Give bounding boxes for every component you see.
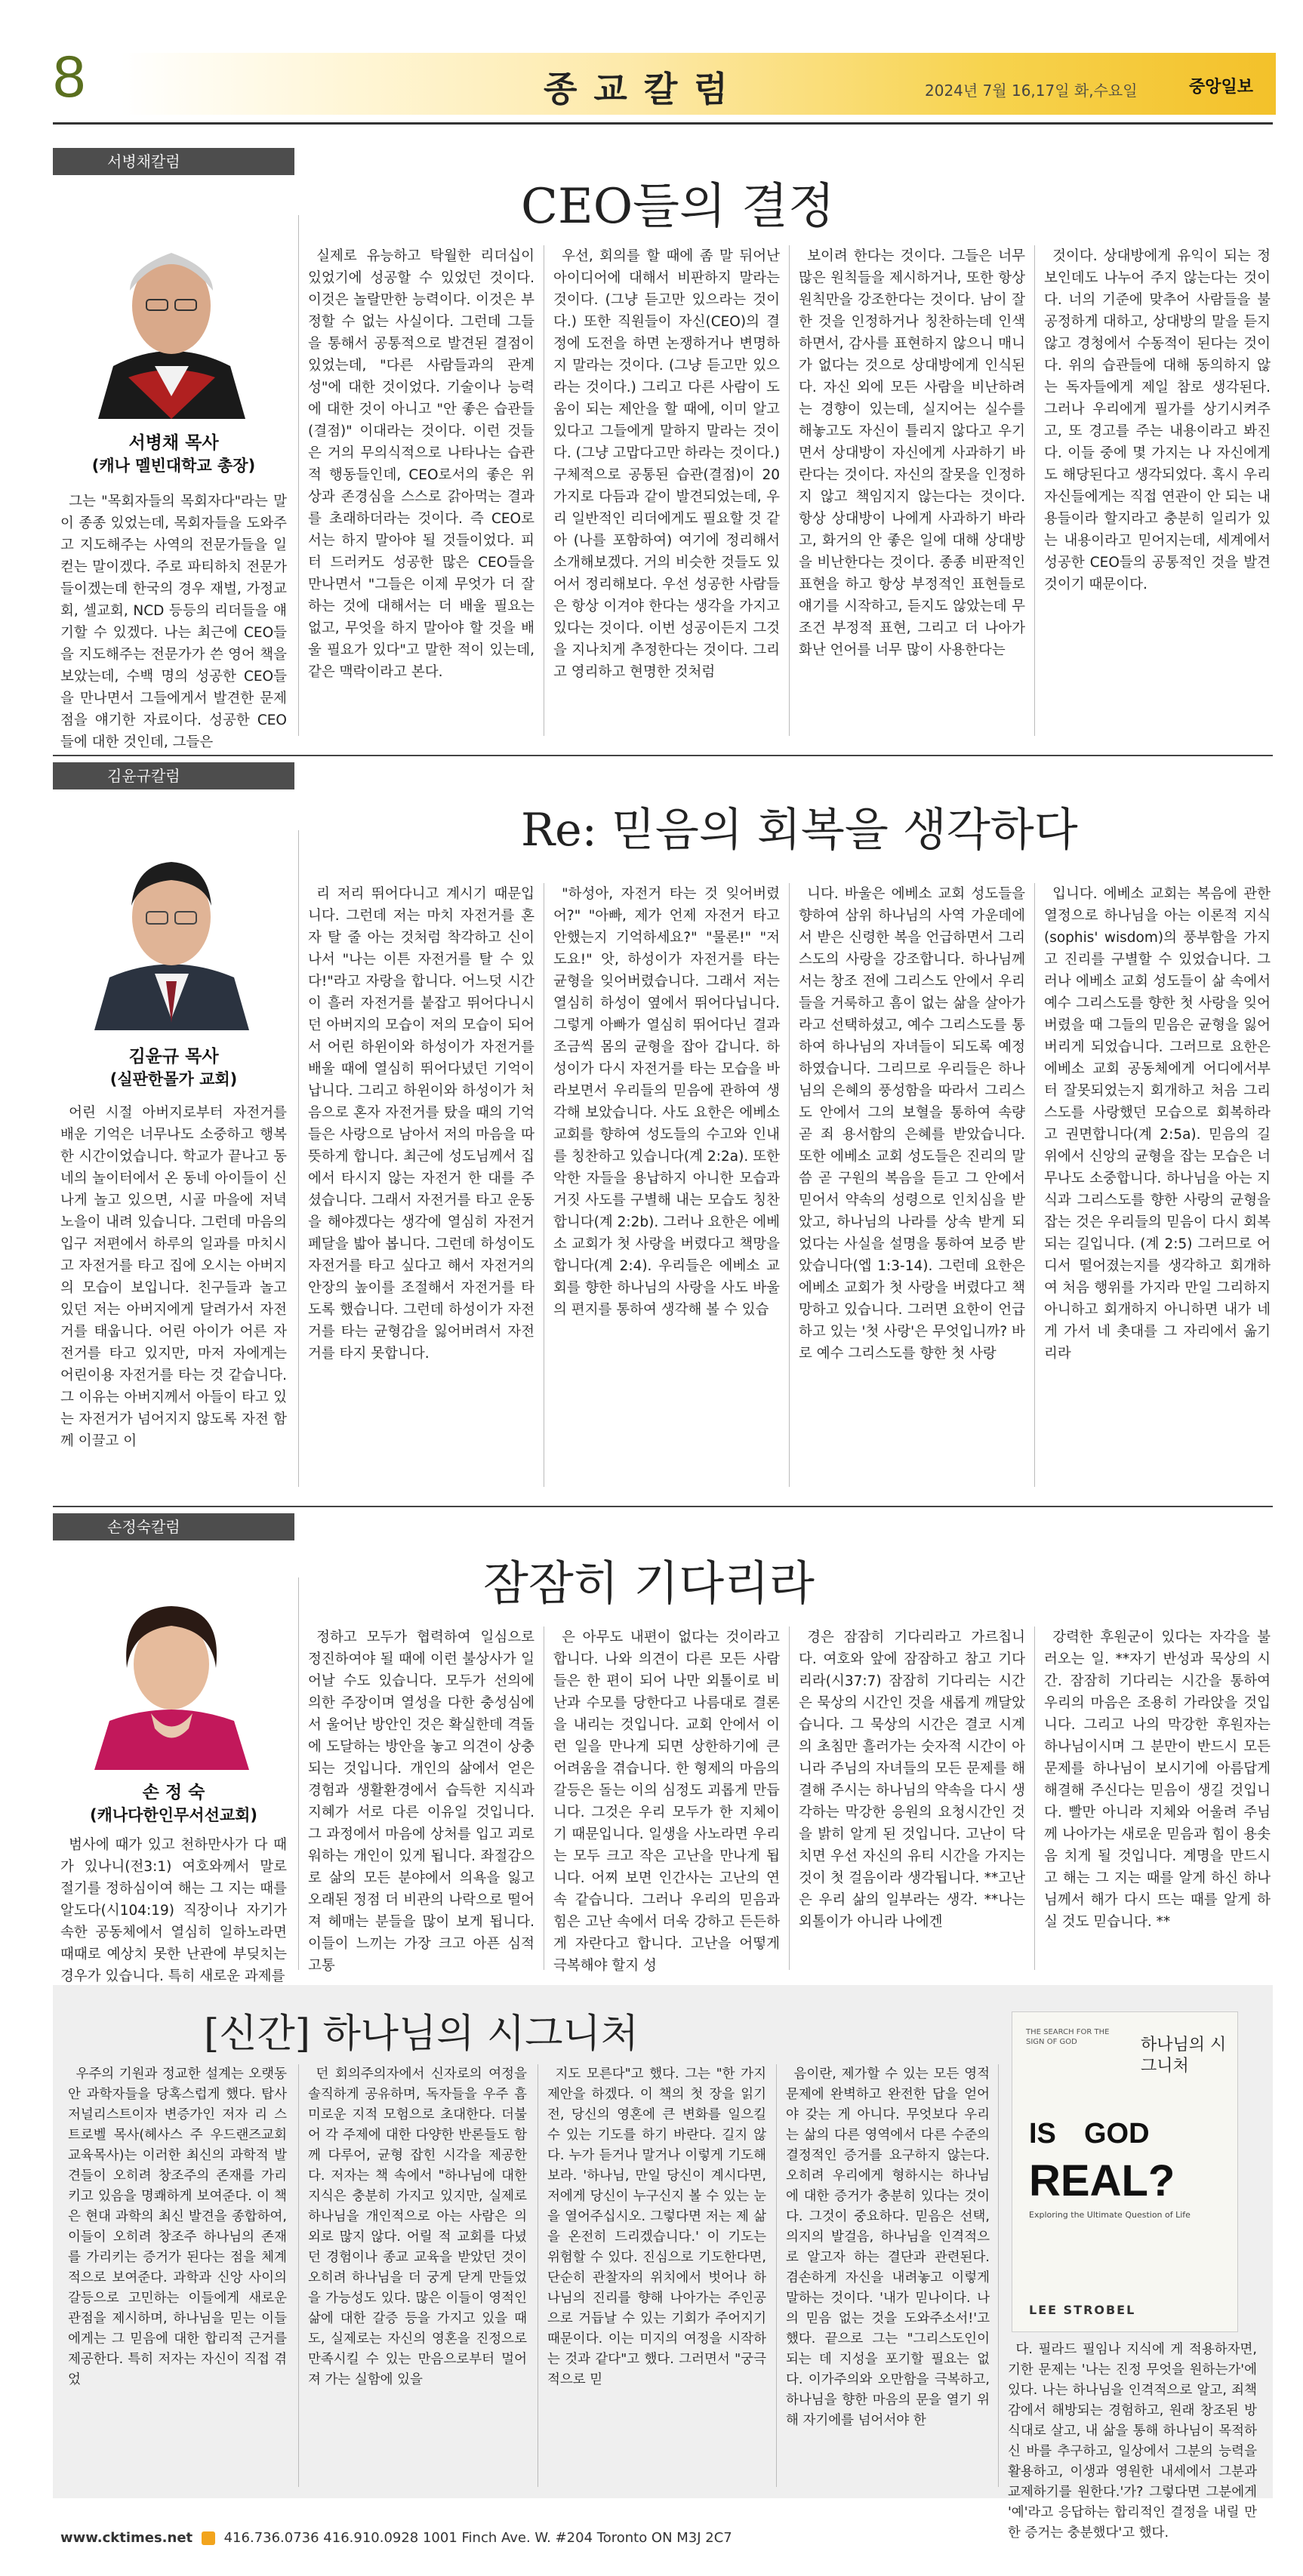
book-column [547, 2064, 766, 2390]
column-divider [298, 830, 299, 1487]
author-affiliation: (캐나다한인무서선교회) [89, 1806, 258, 1825]
column-text: 우선, 회의를 할 때에 좀 말 뒤어난 아이디어에 대해서 비판하지 말라는 것이다. (그냥 듣고만 있으라는 것이다.) 또한 직원들이 자신(CEO)의 결정에 도전을 하면 논쟁하거나 변명하지 말라는 것이다. (그냥 듣고만 있으라는 것이다.) 그리고 다른 사람이 도움이 되는 제안을 할 때에, 이미 알고 있다고 그들에게 말하지 말라는 것이다. (그냥 고맙다고만 하라는 것이다.) 구체적으로 공통된 습관(결점)이 20가지로 다듬과 같이 발견되었는데, 우리 일반적인 리더에게도 필요할 것 같아 (나를 포함하여) 여기에 정리해서 소개해보겠다. 거의 비슷한 것들도 있어서 정리해보다. 우선 성공한 사람들은 항상 이겨야 한다는 생각을 가지고 있다는 것이다. 이번 성공이든지 그것을 지나치게 추정한다는 것이다. 그리고 영리하고 현명한 것처럼 [553, 248, 780, 680]
book-column [308, 2064, 527, 2390]
author-name-text: 서병채 목사 [128, 433, 219, 453]
cover-title-god: GOD [1084, 2118, 1150, 2150]
column-text: 정하고 모두가 협력하여 일심으로 정진하여야 될 때에 이런 불상사가 일어날 수도 있습니다. 모두가 선의에 의한 주장이며 열성을 다한 충성심에서 울어난 방안인 것은 확실한데 격돌에 도달하는 방안을 놓고 의견이 상충되는 것입니다. 개인의 삶에서 얻은 경험과 생활환경에서 습득한 지식과 지혜가 서로 다른 이유일 것입니다. 그 과정에서 마음에 상처를 입고 괴로워하는 개인이 있게 됩니다. 좌절감으로 삶의 모든 분야에서 의욕을 잃고 오래된 정점 더 비관의 나락으로 떨어져 헤매는 분들을 많이 보게 됩니다. 이들이 느끼는 가장 크고 아픈 심적 고통 [308, 1630, 534, 1974]
column-text: "하성아, 자전거 타는 것 잊어버렸어?" "아빠, 제가 언제 자전거 타고 안했는지 기억하세요?" "물론!" "저도요!" 앗, 하성이가 자전거를 타는 균형을 잊어버렸습니다. 그래서 저는 열심히 하성이 옆에서 뛰어다닙니다. 그렇게 아빠가 열심히 뛰어다닌 결과 조금씩 몸의 균형을 잡아 갑니다. 하성이가 다시 자전거를 타는 모습을 바라보면서 우리들의 믿음에 관하여 생각해 보았습니다. 사도 요한은 에베소 교회를 향하여 성도들의 수고와 인내를 칭찬하고 있습니다(계 2:2a). 또한 악한 자들을 용납하지 아니한 모습과 거짓 사도를 구별해 내는 모습도 칭찬합니다(계 2:2b). 그러나 요한은 에베소 교회가 첫 사랑을 버렸다고 책망을 합니다(계 2:4). 우리들은 에베소 교회를 향한 하나님의 사랑을 사도 바울의 편지를 통하여 생각해 볼 수 있습 [553, 886, 780, 1318]
column-text: 우주의 기원과 정교한 설계는 오랫동안 과학자들을 당혹스럽게 했다. 탑사 저널리스트이자 변증가인 저자 리 스트로벨 목사(헤사스 주 우드랜즈교회 교육목사)는 이러한 최신의 과학적 발견들이 오히려 창조주의 존재를 가리키고 있음을 명쾌하게 보여준다. 이 책은 현대 과학의 최신 발견을 종합하여, 이들이 오히려 창조주 하나님의 존재를 가리키는 증거가 된다는 점을 체계적으로 보여준다. 과학과 신앙 사이의 갈등으로 고민하는 이들에게 새로운 관점을 제시하며, 하나님을 믿는 이들에게는 그 믿음에 대한 합리적 근거를 제공한다. 특히 저자는 자신이 직접 겪었 [68, 2067, 287, 2387]
article-column [308, 1627, 534, 1977]
column-text: 던 회의주의자에서 신자로의 여정을 솔직하게 공유하며, 독자들을 우주 흠미로운 지적 모험으로 초대한다. 더불어 각 주제에 대한 다양한 반론들도 함께 다루어, 균형 잡힌 시각을 제공한다. 저자는 책 속에서 "하나님에 대한 지식은 충분히 가지고 있지만, 실제로 하나님을 개인적으로 아는 사람은 의외로 많지 않다. 어릴 적 교회를 다녔던 경험이나 종교 교육을 받았던 것이 오히려 하나님을 더 궁게 닫게 만들었을 가능성도 있다. 많은 이들이 영적인 삶에 대한 갈증 등을 가지고 있을 때도, 실제로는 자신의 영혼을 진정으로 만족시킬 수 있는 만음으로부터 멀어져 가는 실함에 있을 [308, 2067, 527, 2387]
article-column [1044, 883, 1271, 1365]
column-text: 범사에 때가 있고 천하만사가 다 때가 있나니(전3:1) 여호와께서 말로 절기를 정하심이여 해는 그 지는 때를 알도다(시104:19) 직장이나 자기가 속한 공동체에서 열심히 일하노라면 때때로 예상치 못한 난관에 부딪치는 경우가 있습니다. 특히 새로운 과제를 [60, 1837, 287, 1984]
newspaper-logo: 중앙일보 [1189, 78, 1254, 97]
author-affiliation: (실판한몰가 교회) [109, 1070, 238, 1089]
author-affiliation: (캐나 멜빈대학교 총장) [91, 457, 256, 475]
column-text: 입니다. 에베소 교회는 복음에 관한 열정으로 하나님을 아는 이론적 지식(sophis' wisdom)의 풍부함을 가지고 진리를 구별할 수 있었습니다. 그러나 에베소 교회 성도들이 삶 속에서 예수 그리스도를 향한 첫 사랑을 잊어버렸을 때 그들의 믿음은 균형을 잃어버리게 되었습니다. 그러므로 요한은 에베소 교회 공동체에게 어디에서부터 잘못되었는지 회개하고 처음 그리스도를 사랑했던 모습으로 회복하라고 권면합니다(계 2:5a). 믿음의 길 위에서 신앙의 균형을 잡는 모습은 너무나도 소중합니다. 하나님을 아는 지식과 그리스도를 향한 사랑의 균형을 잡는 것은 우리들의 믿음이 다시 회복되는 길입니다. (계 2:5) 그러므로 어디서 떨어졌는지를 생각하고 회개하여 처음 행위를 가지라 만일 그리하지 아니하고 회개하지 아니하면 내가 네게 가서 네 촛대를 그 자리에서 옮기리라 [1044, 886, 1271, 1362]
column-divider [998, 2064, 999, 2487]
article-column [1044, 245, 1271, 596]
article-column [308, 245, 534, 683]
column-divider [298, 2064, 299, 2487]
article-headline: CEO들의 결정 [521, 179, 835, 235]
column-text: 경은 잠잠히 기다리라고 가르칩니다. 여호와 앞에 잠잠하고 참고 기다리라(시37:7) 잠잠히 기다리는 시간은 묵상의 시간인 것을 새롭게 깨달았습니다. 그 묵상의 시간은 결코 시계의 초침만 흘러가는 숫자적 시간이 아니라 주님의 자녀들의 모든 문제를 해결해 주시는 하나님의 약속을 다시 생각하는 막강한 응원의 요청시간인 것을 밝히 알게 된 것입니다. 고난이 닥치면 우선 자신의 유티 시간을 가지는 것이 첫 걸음이라 생각됩니다. **고난은 우리 삶의 일부라는 생각. **나는 외톨이가 아니라 나에겐 [799, 1630, 1025, 1930]
column-text: 다. 필라드 필임나 지식에 게 적용하자면, 기한 문제는 '나는 진정 무엇을 원하는가'에 있다. 나는 하나님을 인격적으로 알고, 죄책감에서 해방되는 경험하고, 원래 창조된 방식대로 살고, 내 삶을 통해 하나님이 목적하신 바를 추구하고, 일상에서 그분의 능력을 활용하고, 이생과 영원한 내세에서 그분과 교제하기를 원한다.'가? 그렇다면 그분에게 '예'라고 응답하는 합리적인 결정을 내릴 만한 증거는 충분했다'고 했다. [1008, 2342, 1257, 2541]
column-divider [1034, 245, 1035, 736]
book-column [786, 2064, 990, 2431]
page-header [0, 0, 1303, 162]
column-text: 니다. 바울은 에베소 교회 성도들을 향하여 삼위 하나님의 사역 가운데에서 받은 신령한 복을 언급하면서 그리스도의 사랑을 강조합니다. 하나님께서는 창조 전에 그리스도 안에서 우리들을 거룩하고 흠이 없는 삶을 살아가라고 선택하셨고, 예수 그리스도를 통하여 하나님의 자녀들이 되도록 예정하였습니다. 그리므로 우리들은 하나님의 은혜의 풍성함을 따라서 그리스도 안에서 그의 보혈을 통하여 속량 곧 죄 용서함의 은혜를 받았습니다. 또한 에베소 교회 성도들은 진리의 말씀 곧 구원의 복음을 듣고 그 안에서 믿어서 약속의 성령으로 인치심을 받았고, 하나님의 나라를 상속 받게 되었다는 사실을 설명을 통하여 보증 받았습니다(엡 1:3-14). 그런데 요한은 에베소 교회가 첫 사랑을 버렸다고 책망하고 있습니다. 그러면 요한이 언급하고 있는 '첫 사랑'은 무엇입니까? 바로 예수 그리스도를 향한 첫 사랑 [799, 886, 1025, 1362]
cover-title-real: REAL? [1029, 2156, 1175, 2205]
footer-url[interactable]: www.cktimes.net [60, 2530, 193, 2546]
column-text: 지도 모른다"고 했다. 그는 "한 가지 제안을 하겠다. 이 책의 첫 장을 읽기 전, 당신의 영혼에 큰 변화를 일으킬 수 있는 기도를 하기 바란다. 길지 않다. 누가 듣거나 말거나 이렇게 기도해보라. '하나님, 만일 당신이 계시다면, 저에게 당신이 누구신지 볼 수 있는 눈을 열어주십시오. 그렇다면 저는 제 삶을 온전히 드리겠습니다.' 이 기도는 위험할 수 있다. 진심으로 기도한다면, 단순히 관찰자의 위치에서 벗어나 하나님의 진리를 향해 나아가는 주인공으로 거듭날 수 있는 기회가 주어지기 때문이다. 이는 미지의 여정을 시작하는 것과 같다"고 했다. 그러면서 "궁극적으로 믿 [547, 2067, 766, 2387]
article-headline: Re: 믿음의 회복을 생각하다 [521, 804, 1078, 857]
article-column [799, 883, 1025, 1365]
cover-subtitle: Exploring the Ultimate Question of Life [1029, 2210, 1191, 2220]
cover-small-text: THE SEARCH FOR THE SIGN OF GOD [1026, 2028, 1110, 2046]
column-divider [298, 215, 299, 736]
column-divider [298, 1577, 299, 1970]
author-name-text: 손 정 숙 [142, 1783, 205, 1802]
column-tag: 손정숙칼럼 [53, 1513, 294, 1540]
column-divider [776, 2064, 777, 2487]
column-text: 은 아무도 내편이 없다는 것이라고 합니다. 나와 의견이 다른 모든 사람들은 한 편이 되어 나만 외톨이로 비난과 수모를 당한다고 나름대로 결론을 내리는 것입니다. 교회 안에서 이런 일을 만나게 되면 상한하기에 큰 어려움을 겪습니다. 한 형제의 마음의 갈등은 돌는 이의 심정도 괴롭게 만듭니다. 그것은 우리 모두가 한 지체이기 때문입니다. 일생을 사노라면 우리는 모두 크고 작은 고난을 만나게 됩니다. 어찌 보면 인간사는 고난의 연속 같습니다. 그러나 우리의 믿음과 힘은 고난 속에서 더욱 강하고 든든하게 자란다고 합니다. 고난을 어떻게 극복해야 할지 성 [553, 1630, 780, 1974]
article-column [553, 883, 780, 1321]
column-text: 어린 시절 아버지로부터 자전거를 배운 기억은 너무나도 소중하고 행복한 시간이었습니다. 학교가 끝나고 동네의 놀이터에서 온 동네 아이들이 신나게 놀고 있으면, 시골 마을에 저녁 노을이 내려 있습니다. 그런데 마음의 입구 저편에서 하루의 일과를 마치시고 자전거를 타고 집에 오시는 아버지의 모습이 보입니다. 친구들과 놀고 있던 저는 아버지에게 달려가서 자전거를 태웁니다. 어린 아이가 어른 자전거를 타고 있지만, 마저 자에게는 어린이용 자전거를 타는 것 같습니다. 그 이유는 아버지께서 아들이 타고 있는 자전거가 넘어지지 않도록 자전 함께 이끌고 이 [60, 1105, 287, 1449]
book-column [68, 2064, 287, 2390]
author-name [60, 1781, 287, 1826]
author-photo [83, 830, 260, 1030]
page-number: 8 [53, 43, 86, 109]
column-text: 음이란, 제가할 수 있는 모든 영적 문제에 완벽하고 완전한 답을 얻어야 갖는 게 아니다. 무엇보다 우리는 삶의 다른 영역에서 다른 수준의 결정적인 증거를 요구하지 않는다. 오히려 우리에게 형하시는 하나님에 대한 증거가 충분히 있다는 것이다. 그것이 중요하다. 믿음은 선택, 의지의 발걸음, 하나님을 인격적으로 알고자 하는 결단과 관련된다. 겸손하게 자신을 내려놓고 이렇게 말하는 것이다. '내가 믿나이다. 나의 믿음 없는 것을 도와주소서!'고 했다. 끝으로 그는 "그리스도인이 되는 데 지성을 포기할 필요는 없다. 이가주의와 오만함을 극복하고, 하나님을 향한 마음의 문을 열기 위해 자기에를 넘어서야 한 [786, 2067, 990, 2428]
article-headline: 잠잠히 기다리라 [483, 1556, 815, 1611]
article-column [553, 1627, 780, 1977]
author-photo [83, 1577, 260, 1770]
phone-icon [202, 2531, 215, 2545]
author-name [60, 1045, 287, 1090]
book-column [1008, 2340, 1257, 2544]
column-text: 강력한 후원군이 있다는 자각을 불러오는 일. **자기 반성과 묵상의 시간. 잠잠히 기다리는 시간을 통하여 우리의 마음은 조용히 가라앉을 것입니다. 그리고 나의 막강한 후원자는 하나님이시며 그 분만이 반드시 모든 문제를 하나님이 보시기에 아름답게 해결해 주신다는 믿음이 생길 것입니다. 빨만 아니라 지체와 어울려 주님께 나아가는 새로운 믿음과 힘이 용솟음 치게 될 것입니다. 계명을 만드시고 해는 그 지는 때를 알게 하신 하나님께서 해가 다시 뜨는 때를 알게 하실 것도 믿습니다. ** [1044, 1630, 1271, 1930]
column-text: 실제로 유능하고 탁월한 리더십이 있었기에 성공할 수 있었던 것이다. 이것은 놀랄만한 능력이다. 이것은 부정할 수 없는 사실이다. 그런데 그들을 통해서 공통적으로 발견된 결점이 있었는데, "다른 사람들과의 관계성"에 대한 것이었다. 기술이나 능력에 대한 것이 아니고 "안 좋은 습관들(결점)" 이대라는 것이다. 이런 것들은 거의 무의식적으로 나타나는 습관적 행동들인데, CEO로서의 좋은 위상과 존경심을 스스로 갉아먹는 결과를 초래하더라는 것이다. 즉 CEO로서는 하지 말아야 될 것들이었다. 피터 드러커도 성공한 많은 CEO들을 만나면서 "그들은 이제 무엇가 더 잘하는 것에 대해서는 더 배울 필요는 없고, 무엇을 하지 말아야 할 것을 배울 필요가 있다"고 말한 적이 있는데, 같은 맥락이라고 본다. [308, 248, 534, 680]
column-text: 리 저리 뛰어다니고 계시기 때문입니다. 그런데 저는 마치 자전거를 혼자 탈 줄 아는 것처럼 착각하고 신이 나서 "나는 이튼 자전거를 탈 수 있다!"라고 자랑을 합니다. 어느덧 시간이 흘러 자전거를 붙잡고 뛰어다니시던 아버지의 모습이 저의 모습이 되어서 어린 하윈이와 하성이가 자전거를 배울 때에 열심히 뛰어다녔던 기억이 납니다. 그리고 하윈이와 하성이가 처음으로 혼자 자전거를 탔을 때의 기억들은 사랑으로 남아서 저의 마음을 따뜻하게 합니다. 최근에 성도님께서 집에서 타시지 않는 자전거 한 대를 주셨습니다. 그래서 자전거를 타고 운동을 해야겠다는 생각에 열심히 자전거 페달을 밟아 봅니다. 그런데 하성이도 자전거를 타고 싶다고 해서 자전거의 안장의 높이를 조절해서 자전거를 타도록 했습니다. 그런데 하성이가 자전거를 타는 균형감을 잃어버려서 자전거를 타지 못합니다. [308, 886, 534, 1362]
author-name-text: 김윤규 목사 [128, 1047, 219, 1066]
column-text: 보이려 한다는 것이다. 그들은 너무 많은 원칙들을 제시하거나, 또한 항상 원칙만을 강조한다는 것이다. 남이 잘한 것을 인정하거나 칭찬하는데 인색하면서, 감사를 표현하지 않으니 매니가 없다는 것으로 상대방에게 인식된다. 자신 외에 모든 사람을 비난하려는 경향이 있는데, 실지어는 실수를 해놓고도 자신이 틀리지 않다고 우기면서 상대방이 자신에게 사과하기 바란다는 것이다. 자신의 잘못을 인정하지 않고 책임지지 않는다는 것이다. 항상 상대방이 나에게 사과하기 바라고, 화거의 안 좋은 일에 대해 상대방을 비난한다는 것이다. 종종 비판적인 표현을 하고 항상 부정적인 표현들로 얘기를 시작하고, 듣지도 않았는데 무조건 부정적 표현, 그리고 더 나아가 화난 언어를 너무 많이 사용한다는 [799, 248, 1025, 658]
article-column [60, 1102, 287, 1452]
author-name [60, 432, 287, 476]
footer-contact: 416.736.0736 416.910.0928 1001 Finch Ave. W. #204 Toronto ON M3J 2C7 [223, 2530, 732, 2546]
article-column [799, 245, 1025, 661]
article-column [1044, 1627, 1271, 1933]
cover-title-ko: 하나님의 시그니처 [1141, 2036, 1227, 2076]
cover-title-is: IS [1029, 2118, 1056, 2150]
column-divider [789, 883, 790, 1487]
column-divider [789, 1627, 790, 1970]
column-divider [1034, 883, 1035, 1487]
column-tag: 서병채칼럼 [53, 148, 294, 175]
article-column [60, 491, 287, 753]
author-photo [83, 215, 260, 419]
column-text: 것이다. 상대방에게 유익이 되는 정보인데도 나누어 주지 않는다는 것이다. 너의 기준에 맞추어 사람들을 불공정하게 대하고, 상대방의 말을 듣지 않고 경청에서 수동적이 된다는 것이다. 위의 습관들에 대해 동의하지 않는 독자들에게 제일 참로 생각된다. 그러나 우리에게 필가를 상기시켜주고, 또 경고를 주는 내용이라고 봐진다. 이들 중에 몇 가지는 나 자신에게도 해당된다고 생각되었다. 혹시 우리 자신들에게는 직접 연관이 안 되는 내용들이라 할지라고 충분히 일리가 있는 내용이라고 믿어지는데, 세계에서 성공한 CEO들의 공통적인 것을 발견 것이기 때문이다. [1044, 248, 1271, 592]
column-divider [789, 245, 790, 736]
section-title: 종교칼럼 [544, 69, 744, 109]
article-column [799, 1627, 1025, 1933]
column-text: 그는 "목회자들의 목회자다"라는 말이 종종 있었는데, 목회자들을 도와주고 지도해주는 사역의 전문가들을 일컫는 말이겠다. 주로 파티하치 전문가들이겠는데 한국의 경우 재벌, 가정교회, 셀교회, NCD 등등의 리더들을 얘기할 수 있겠다. 나는 최근에 CEO들을 지도해주는 전문가가 쓴 영어 책을 보았는데, 수백 명의 성공한 CEO들을 만나면서 그들에게서 발견한 문제점을 얘기한 자료이다. 성공한 CEO들에 대한 것인데, 그들은 [60, 494, 287, 750]
header-rule [53, 122, 1273, 125]
article-column [60, 1834, 287, 1987]
book-headline: [신간] 하나님의 시그니처 [204, 2011, 639, 2057]
article-column [553, 245, 780, 683]
section-rule [53, 755, 1273, 756]
column-divider [1034, 1627, 1035, 1970]
page-footer [60, 2530, 732, 2546]
column-tag: 김윤규칼럼 [53, 762, 294, 789]
book-cover-image [1012, 2011, 1238, 2332]
article-column [308, 883, 534, 1365]
section-rule [53, 1506, 1273, 1507]
issue-date: 2024년 7월 16,17일 화,수요일 [925, 82, 1138, 100]
cover-author: LEE STROBEL [1029, 2303, 1136, 2317]
